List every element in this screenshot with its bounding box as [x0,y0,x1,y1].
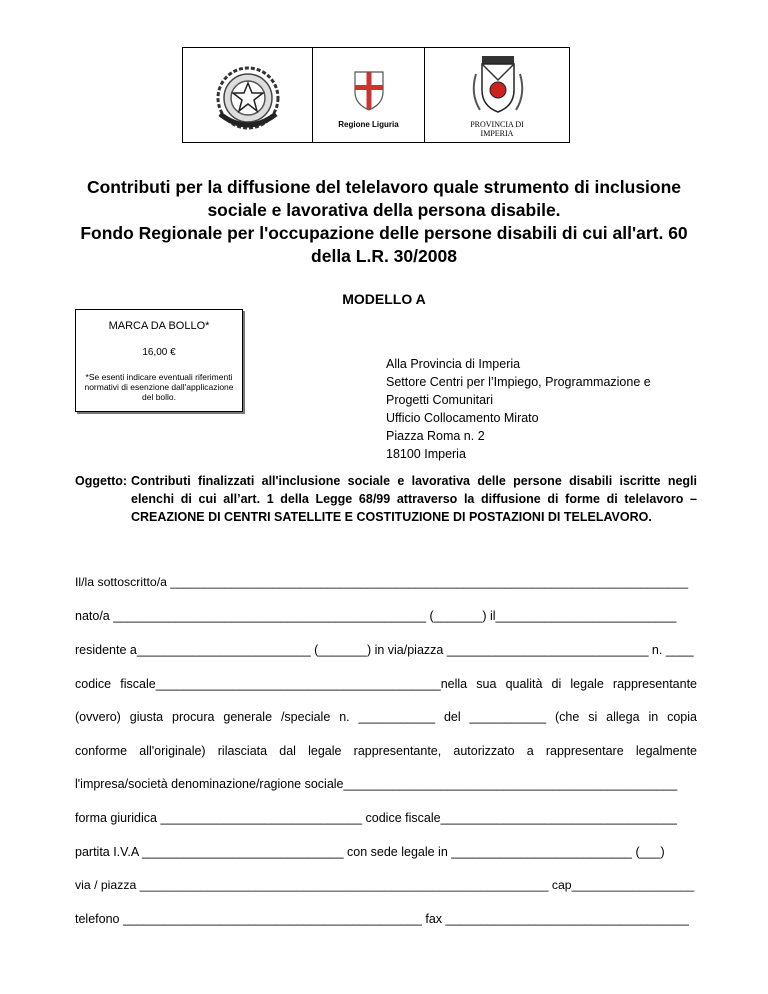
oggetto-section [75,472,697,526]
recipient-address [386,355,651,463]
emblem-repubblica-italiana-icon [183,48,313,142]
regione-liguria-shield-icon [313,48,425,118]
telefono-fax-field[interactable]: telefono ___________________________________________ fax ___________________________________ [75,912,689,926]
title-line4: della L.R. 30/2008 [311,246,457,266]
address-line4: Ufficio Collocamento Mirato [386,411,539,425]
procura-field[interactable]: (ovvero) giusta procura generale /speciale n. ___________ del ___________ (che si allega in copia [75,710,697,724]
modello-label: MODELLO A [342,291,426,307]
provincia-caption-line2: IMPERIA [480,129,514,138]
title-line1: Contributi per la diffusione del telelavoro quale strumento di inclusione [86,177,682,197]
provincia-caption [425,120,569,138]
address-line2: Settore Centri per l’Impiego, Programmazione e [386,375,651,389]
provincia-imperia-coat-of-arms-icon [425,48,571,118]
address-line5: Piazza Roma n. 2 [386,429,485,443]
sottoscritto-field[interactable]: Il/la sottoscritto/a ____________________________________________________________________________ [75,575,689,589]
oggetto-label: Oggetto: [75,474,128,488]
bollo-price: 16,00 € [142,347,176,358]
logo-provincia-box [424,47,570,143]
regione-caption: Regione Liguria [338,120,399,129]
provincia-caption-line1: PROVINCIA DI [470,120,524,129]
nato-field[interactable]: nato/a _____________________________________________ (_______) il__________________________ [75,609,677,623]
title-line2: sociale e lavorativa della persona disabile. [207,200,561,220]
title-line3: Fondo Regionale per l'occupazione delle persone disabili di cui all'art. 60 [80,223,688,243]
ragione-sociale-field[interactable]: l'impresa/società denominazione/ragione sociale________________________________________________ [75,777,678,791]
address-line1: Alla Provincia di Imperia [386,357,521,371]
bollo-note: *Se esenti indicare eventuali riferimenti normativi di esenzione dall'applicazione del bollo. [84,372,234,402]
residente-field[interactable]: residente a_________________________ (_______) in via/piazza _____________________________ n. ____ [75,643,694,657]
conforme-text: conforme all'originale) rilasciata dal legale rappresentante, autorizzato a rappresentare legalmente [75,744,697,758]
marca-da-bollo-box [75,309,243,412]
forma-giuridica-field[interactable]: forma giuridica _____________________________ codice fiscale__________________________________ [75,811,677,825]
partita-iva-field[interactable]: partita I.V.A _____________________________ con sede legale in __________________________ (___) [75,845,665,859]
address-line3: Progetti Comunitari [386,393,493,407]
codice-fiscale-field[interactable]: codice fiscale_________________________________________nella sua qualità di legale rappresentante [75,677,697,691]
oggetto-text: Contributi finalizzati all'inclusione sociale e lavorativa delle persone disabili iscritte negli elenchi di cui all’art. 1 della Legge 68/99 attraverso la diffusione di forme di telelavoro – CREAZIONE DI CENTRI SATELLITE E COSTITUZIONE DI POSTAZIONI DI TELELAVORO. [131,474,697,524]
logo-regione-box [312,47,424,143]
document-title [40,176,728,268]
via-piazza-field[interactable]: via / piazza ____________________________________________________________ cap__________________ [75,878,695,892]
address-line6: 18100 Imperia [386,447,466,461]
logo-repubblica-box [182,47,312,143]
bollo-title: MARCA DA BOLLO* [108,320,210,332]
